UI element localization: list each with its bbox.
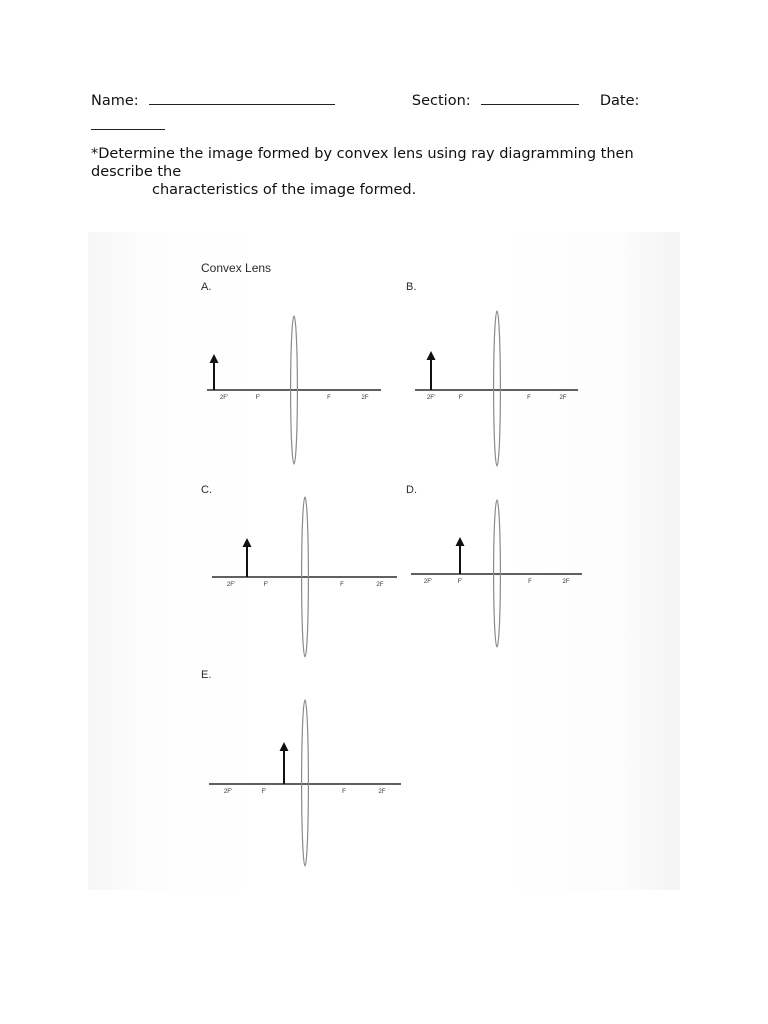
figure-title: Convex Lens: [201, 261, 272, 275]
focal-point-label: F: [528, 579, 532, 585]
focal-point-label: 2F': [423, 579, 433, 585]
focal-point-label: F: [342, 789, 346, 795]
focal-point-label: F': [458, 395, 464, 401]
convex-lens: [302, 700, 309, 866]
focal-point-label: F: [527, 395, 531, 401]
focal-point-label: 2F: [361, 395, 369, 401]
date-blank-row: [91, 117, 165, 134]
convex-lens-diagrams: [88, 232, 680, 890]
focal-point-label: 2F: [559, 395, 567, 401]
focal-point-label: 2F: [562, 579, 570, 585]
lens-panel-e: [201, 669, 401, 866]
focal-point-label: F': [457, 579, 463, 585]
name-blank[interactable]: [149, 92, 335, 105]
instruction-line-2: describe the: [91, 164, 182, 180]
focal-point-label: 2F: [378, 789, 386, 795]
focal-point-label: F: [327, 395, 331, 401]
panel-label: B.: [406, 281, 417, 293]
header-row: [91, 92, 639, 109]
focal-point-label: F': [261, 789, 267, 795]
object-arrow-head: [210, 354, 219, 363]
object-arrow-head: [456, 537, 465, 546]
focal-point-label: 2F': [226, 582, 236, 588]
date-blank[interactable]: [91, 117, 165, 130]
panel-label: C.: [201, 484, 212, 496]
lens-panel-c: [201, 484, 397, 657]
section-blank[interactable]: [481, 92, 579, 105]
focal-point-label: 2F': [426, 395, 436, 401]
focal-point-label: 2F': [219, 395, 229, 401]
panel-label: E.: [201, 669, 212, 681]
section-label: Section:: [411, 93, 471, 109]
focal-point-label: 2F: [376, 582, 384, 588]
panel-label: D.: [406, 484, 417, 496]
object-arrow-head: [243, 538, 252, 547]
object-arrow-head: [427, 351, 436, 360]
panel-label: A.: [201, 281, 212, 293]
lens-panel-a: [201, 281, 381, 464]
focal-point-label: 2F': [223, 789, 233, 795]
date-label: Date:: [599, 93, 640, 109]
instruction-line-1: *Determine the image formed by convex lens using ray diagramming then: [91, 146, 634, 162]
object-arrow-head: [280, 742, 289, 751]
focal-point-label: F: [340, 582, 344, 588]
instruction-line-3: characteristics of the image formed.: [152, 182, 417, 198]
lens-panel-b: [406, 281, 578, 466]
convex-lens-figure: [88, 232, 680, 890]
lens-panel-d: [406, 484, 582, 647]
convex-lens: [494, 311, 501, 466]
focal-point-label: F': [263, 582, 269, 588]
name-label: Name:: [91, 93, 139, 109]
focal-point-label: F': [255, 395, 261, 401]
